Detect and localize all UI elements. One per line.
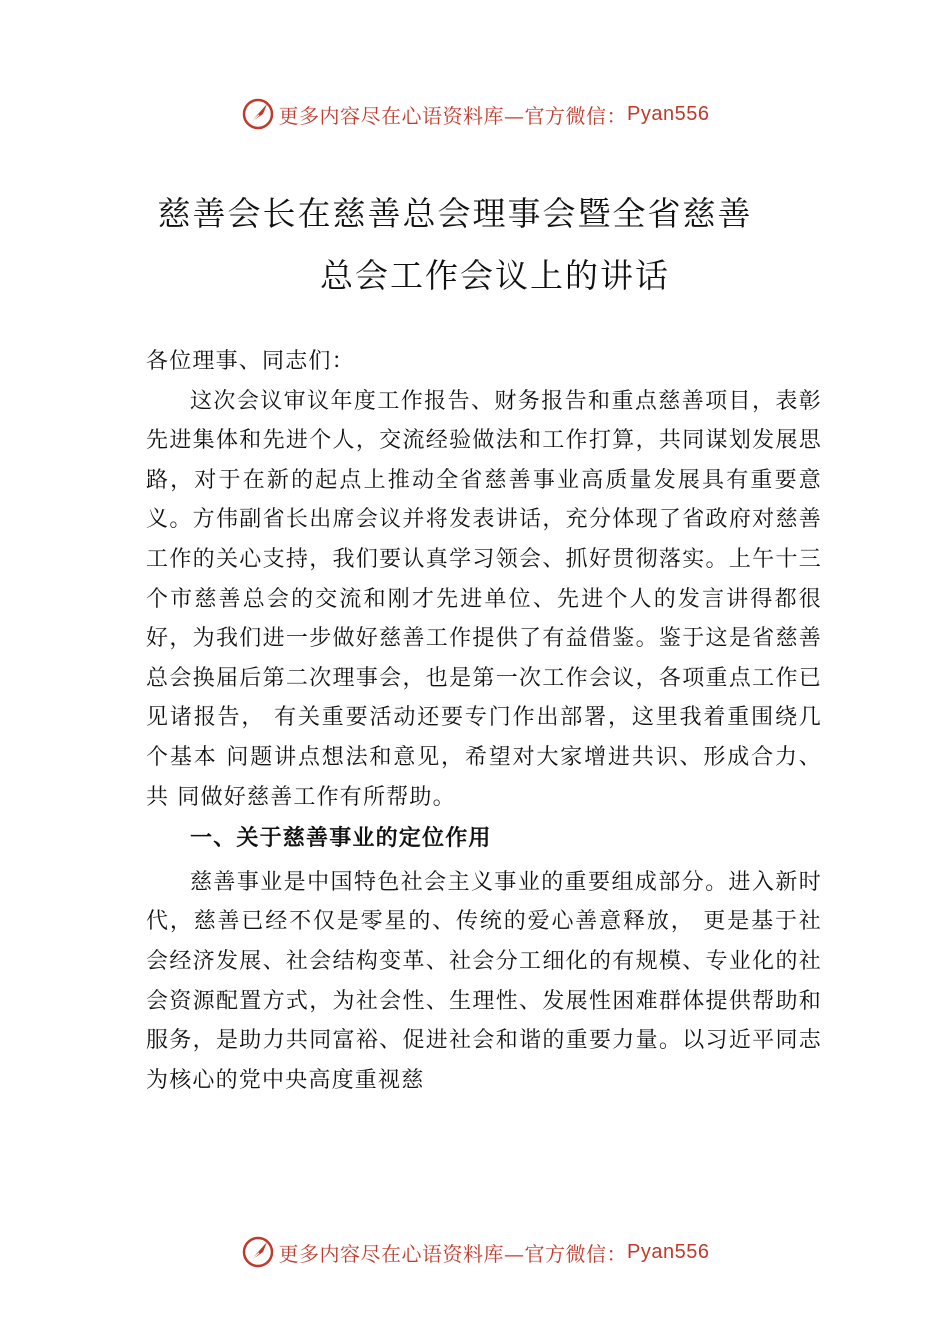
watermark-wechat-id: Pyan556 — [627, 102, 710, 125]
document-title-line-1: 慈善会长在慈善总会理事会暨全省慈善 — [157, 194, 753, 233]
watermark-wechat-id: Pyan556 — [627, 1240, 710, 1263]
header-watermark — [0, 94, 950, 134]
quill-logo-icon — [241, 1235, 275, 1269]
watermark-text: 更多内容尽在心语资料库—官方微信： — [278, 1241, 628, 1266]
paragraph-section-1: 慈善事业是中国特色社会主义事业的重要组成部分。进入新时代，慈善已经不仅是零星的、传统的爱心善意释放， 更是基于社会经济发展、社会结构变革、社会分工细化的有规模、专业化的社会资源配置方式，为社会性、生理性、发展性困难群体提供帮助和服务，是助力共同富裕、促进社会和谐的重要力量。以习近平同志为核心的党中央高度重视慈 — [146, 869, 822, 1093]
section-heading-1: 一、关于慈善事业的定位作用 — [190, 826, 492, 852]
document-body — [146, 342, 822, 1100]
footer-watermark — [0, 1232, 950, 1272]
quill-logo-icon — [241, 97, 275, 131]
salutation: 各位理事、同志们： — [146, 349, 355, 374]
document-title-line-2: 总会工作会议上的讲话 — [320, 256, 670, 295]
paragraph-intro: 这次会议审议年度工作报告、财务报告和重点慈善项目，表彰先进集体和先进个人，交流经验做法和工作打算，共同谋划发展思路，对于在新的起点上推动全省慈善事业高质量发展具有重要意义。方伟副省长出席会议并将发表讲话，充分体现了省政府对慈善工作的关心支持，我们要认真学习领会、抓好贯彻落实。上午十三个市慈善总会的交流和刚才先进单位、先进个人的发言讲得都很好，为我们进一步做好慈善工作提供了有益借鉴。鉴于这是省慈善总会换届后第二次理事会，也是第一次工作会议，各项重点工作已见诸报告， 有关重要活动还要专门作出部署，这里我着重围绕几个基本 问题讲点想法和意见，希望对大家增进共识、形成合力、共 同做好慈善工作有所帮助。 — [146, 388, 822, 810]
watermark-text: 更多内容尽在心语资料库—官方微信： — [278, 103, 628, 128]
